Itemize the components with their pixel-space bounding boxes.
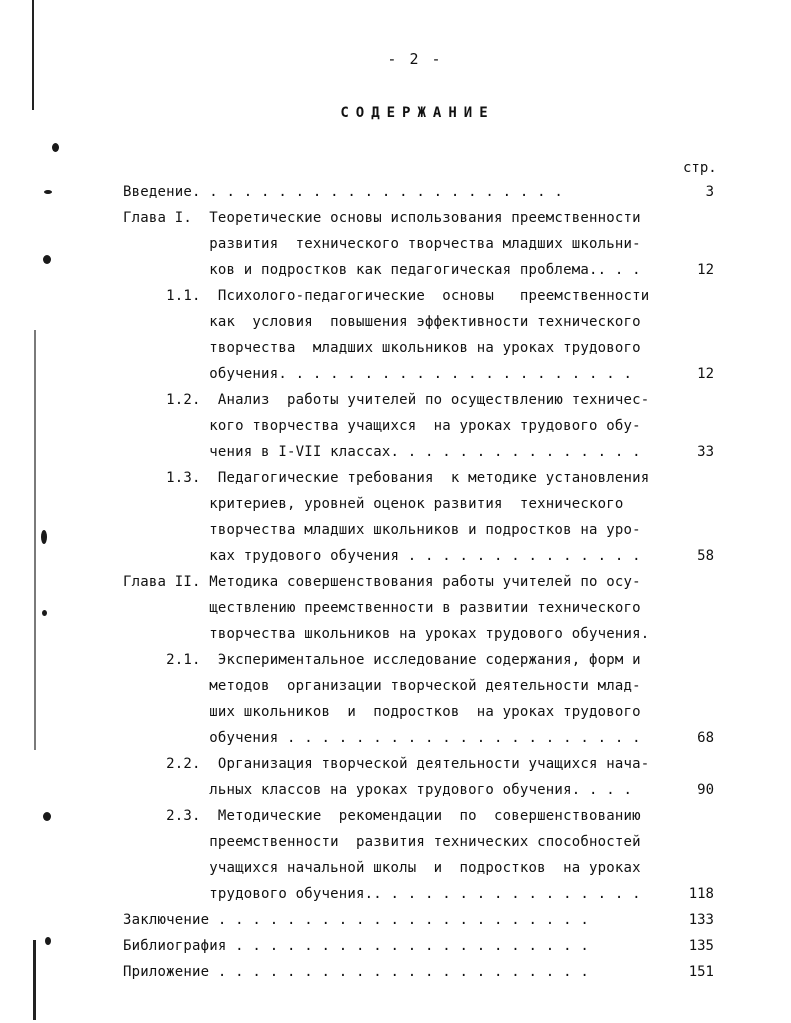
toc-line: критериев, уровней оценок развития технического [123, 496, 624, 512]
toc-line: кого творчества учащихся на уроках трудового обу- [123, 418, 641, 434]
scan-speck [44, 190, 52, 194]
toc-page-number: 118 [688, 886, 714, 902]
toc-line: Приложение . . . . . . . . . . . . . . . . . . . . . . [123, 964, 589, 980]
scan-speck [43, 255, 51, 264]
page-number: - 2 - [387, 50, 443, 68]
toc-page-number: 90 [697, 782, 714, 798]
toc-line: творчества младших школьников на уроках трудового [123, 340, 641, 356]
toc-line: 2.2. Организация творческой деятельности учащихся нача- [123, 756, 650, 772]
toc-page-number: 151 [688, 964, 714, 980]
toc-page-number: 58 [697, 548, 714, 564]
toc-line: Библиография . . . . . . . . . . . . . . . . . . . . . [123, 938, 589, 954]
toc-line: ших школьников и подростков на уроках трудового [123, 704, 641, 720]
toc-line: чения в I-VII классах. . . . . . . . . . . . . . . [123, 444, 641, 460]
toc-line: 2.1. Экспериментальное исследование содержания, форм и [123, 652, 641, 668]
toc-line: развития технического творчества младших школьни- [123, 236, 641, 252]
scan-edge-line [34, 330, 36, 750]
toc-line: Глава II. Методика совершенствования работы учителей по осу- [123, 574, 641, 590]
toc-line: Заключение . . . . . . . . . . . . . . . . . . . . . . [123, 912, 589, 928]
toc-page-number: 135 [688, 938, 714, 954]
toc-line: творчества школьников на уроках трудового обучения. [123, 626, 650, 642]
toc-line: учащихся начальной школы и подростков на уроках [123, 860, 641, 876]
toc-line: обучения . . . . . . . . . . . . . . . . . . . . . [123, 730, 641, 746]
toc-line: Введение. . . . . . . . . . . . . . . . . . . . . . [123, 184, 564, 200]
page-title: СОДЕРЖАНИЕ [340, 105, 495, 121]
scan-speck [45, 937, 51, 945]
toc-line: ществлению преемственности в развитии технического [123, 600, 641, 616]
scan-speck [52, 143, 59, 152]
toc-line: обучения. . . . . . . . . . . . . . . . . . . . . [123, 366, 633, 382]
page-column-label: стр. [683, 160, 717, 176]
toc-line: 1.3. Педагогические требования к методике установления [123, 470, 650, 486]
toc-line: 2.3. Методические рекомендации по совершенствованию [123, 808, 641, 824]
toc-line: как условия повышения эффективности технического [123, 314, 641, 330]
toc-page-number: 33 [697, 444, 714, 460]
toc-line: ков и подростков как педагогическая проблема.. . . [123, 262, 641, 278]
toc-line: ках трудового обучения . . . . . . . . . . . . . . [123, 548, 641, 564]
toc-line: Глава I. Теоретические основы использования преемственности [123, 210, 641, 226]
toc-page-number: 68 [697, 730, 714, 746]
toc-line: 1.2. Анализ работы учителей по осуществлению техничес- [123, 392, 650, 408]
toc-line: трудового обучения.. . . . . . . . . . . . . . . . [123, 886, 641, 902]
toc-line: методов организации творческой деятельности млад- [123, 678, 641, 694]
scan-speck [42, 610, 47, 616]
toc-line: преемственности развития технических способностей [123, 834, 641, 850]
toc-line: творчества младших школьников и подростков на уро- [123, 522, 641, 538]
toc-line: 1.1. Психолого-педагогические основы преемственности [123, 288, 650, 304]
scan-edge-line [33, 940, 36, 1020]
toc-line: льных классов на уроках трудового обучения. . . . [123, 782, 633, 798]
scan-speck [43, 812, 51, 821]
toc-page-number: 12 [697, 366, 714, 382]
toc-page-number: 133 [688, 912, 714, 928]
toc-page-number: 12 [697, 262, 714, 278]
scan-speck [41, 530, 47, 544]
toc-page-number: 3 [705, 184, 714, 200]
